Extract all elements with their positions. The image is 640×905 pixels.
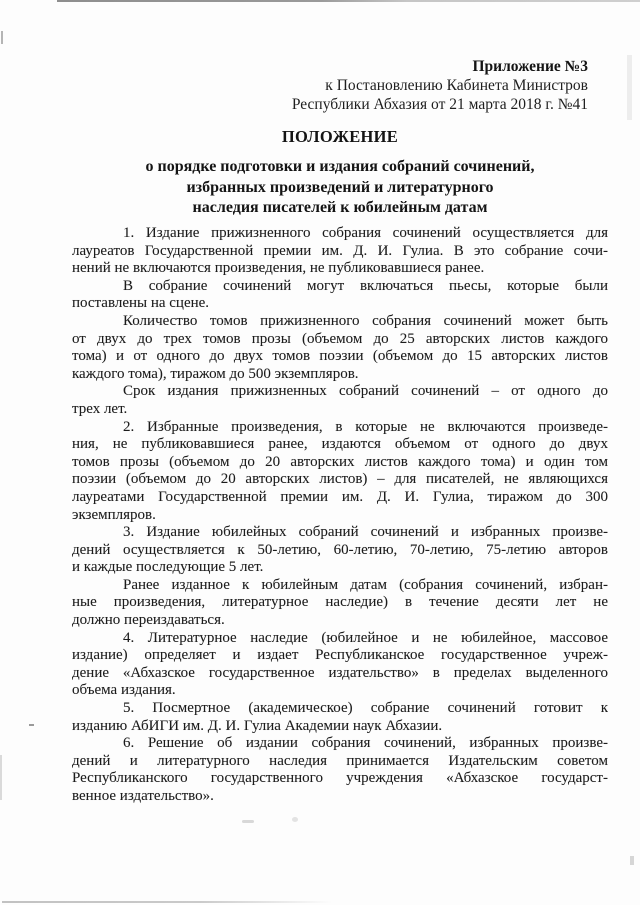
document-subtitle <box>72 157 608 219</box>
paragraph-line: поэзии (объемом до 20 авторских листов) – для писателей, не являющихся <box>72 471 608 488</box>
scan-artifact-top-edge <box>57 0 640 2</box>
appendix-header <box>292 57 588 114</box>
paragraph-line: дений и литературного наследия принимается Издательским советом <box>72 752 608 769</box>
paragraph-line: экземпляров. <box>72 506 156 523</box>
subtitle-line: наследия писателей к юбилейным датам <box>192 199 488 216</box>
paragraph-line: дений осуществляется к 50-летию, 60-летию, 70-летию, 75-летию авторов <box>72 541 608 558</box>
paragraph-line: от двух до трех томов прозы (объемом до 25 авторских листов каждого <box>72 330 608 347</box>
paragraph-line: Количество томов прижизненного собрания сочинений может быть <box>123 312 608 329</box>
paragraph-line: объема издания. <box>72 682 176 699</box>
paragraph-line: изданию АбИГИ им. Д. И. Гулиа Академии наук Абхазии. <box>72 717 443 734</box>
paragraph-line: лауреатами Государственной премии им. Д. И. Гулиа, тиражом до 300 <box>72 488 608 505</box>
appendix-reference-line: Республики Абхазия от 21 марта 2018 г. №41 <box>291 96 588 113</box>
paragraph-line: издание) определяет и издает Республиканское государственное учреж- <box>72 647 608 664</box>
paragraph-line: 2. Избранные произведения, в которые не включаются произведе- <box>123 418 608 435</box>
document-body <box>72 225 608 806</box>
paragraph-line: ные произведения, литературное наследие) в течение десяти лет не <box>72 594 608 611</box>
paragraph-line: дение «Абхазское государственное издательство» в пределах выделенного <box>72 664 608 681</box>
paragraph-line: каждого тома), тиражом до 500 экземпляров. <box>72 365 359 382</box>
scan-artifact-bottom-edge <box>2 901 332 903</box>
paragraph-line: 4. Литературное наследие (юбилейное и не юбилейное, массовое <box>123 629 608 646</box>
subtitle-line: избранных произведений и литературного <box>186 178 494 196</box>
scan-artifact-left-dash <box>1 31 3 44</box>
appendix-number: Приложение №3 <box>472 58 588 75</box>
scan-artifact-smudge <box>242 820 254 823</box>
paragraph-line: лауреатов Государственной премии им. Д. И. Гулиа. В это собрание сочи- <box>72 242 608 259</box>
paragraph-line: ния, не публиковавшиеся ранее, издаются объемом от одного до двух <box>72 436 608 453</box>
scan-artifact-margin-dash <box>29 724 34 726</box>
scan-artifact-right-streak <box>627 55 632 120</box>
paragraph-line: тома) и от одного до двух томов поэзии (объемом до 15 авторских листов <box>72 348 608 365</box>
paragraph-line: и каждые последующие 5 лет. <box>72 559 264 576</box>
document-title: ПОЛОЖЕНИЕ <box>281 127 399 146</box>
paragraph-line: томов прозы (объемом до 20 авторских листов каждого тома) и один том <box>72 453 608 470</box>
paragraph-line: поставлены на сцене. <box>72 295 210 312</box>
appendix-reference-line: к Постановлению Кабинета Министров <box>325 77 588 94</box>
paragraph-line: 6. Решение об издании собрания сочинений, избранных произве- <box>123 735 608 752</box>
scan-artifact-left-streak <box>0 755 2 800</box>
paragraph-line: В собрание сочинений могут включаться пьесы, которые были <box>123 277 608 294</box>
paragraph-line: трех лет. <box>72 400 128 417</box>
paragraph-line: венное издательство». <box>72 788 214 804</box>
scan-artifact-right-dot <box>630 856 634 865</box>
paragraph-line: 3. Издание юбилейных собраний сочинений и избранных произве- <box>123 524 608 541</box>
paragraph-line: нений не включаются произведения, не публиковавшиеся ранее. <box>72 260 485 277</box>
scan-artifact-smudge <box>292 817 298 822</box>
paragraph-line: 5. Посмертное (академическое) собрание сочинений готовит к <box>123 700 608 717</box>
paragraph-line: 1. Издание прижизненного собрания сочинений осуществляется для <box>123 225 608 241</box>
paragraph-line: Ранее изданное к юбилейным датам (собрания сочинений, избран- <box>123 576 608 593</box>
paragraph-line: Республиканского государственного учреждения «Абхазское государст- <box>72 770 608 787</box>
paragraph-line: должно переиздаваться. <box>72 612 225 629</box>
paragraph-line: Срок издания прижизненных собраний сочинений – от одного до <box>123 383 608 400</box>
subtitle-line: о порядке подготовки и издания собраний сочинений, <box>145 158 535 175</box>
